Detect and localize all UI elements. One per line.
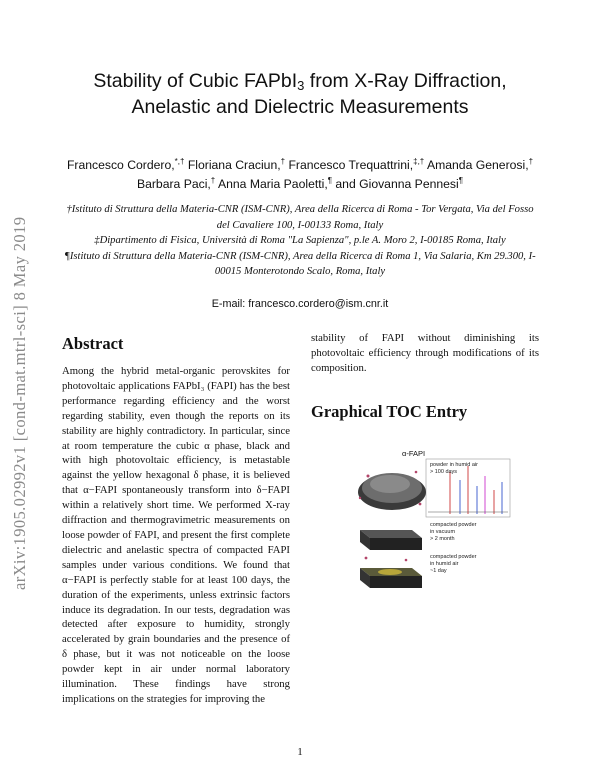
pellet-front-face (370, 538, 422, 550)
toc-heading: Graphical TOC Entry (311, 402, 468, 421)
author (335, 177, 463, 191)
contact-email: E-mail: francesco.cordero@ism.cnr.it (211, 298, 389, 310)
toc-figure (350, 446, 514, 600)
author-name: Francesco Cordero, (66, 158, 175, 172)
figure-label: > 100 days (430, 469, 458, 475)
page-number: 1 (297, 746, 303, 758)
author-name: and Giovanna Pennesi (335, 177, 459, 191)
author-list (62, 156, 538, 194)
affiliation: ‡Dipartimento di Fisica, Università di Roma "La Sapienza", p.le A. Moro 2, I-00185 Roma, Italy (94, 235, 506, 247)
figure-label: in humid air (430, 561, 459, 567)
pellet-front-face (370, 576, 422, 588)
powder-particle (359, 497, 361, 499)
author-name: Francesco Trequattrini, (288, 158, 414, 172)
pellet-top-face (360, 530, 422, 538)
author-marks: ‡,† (413, 157, 425, 166)
figure-label-main: α-FAPI (402, 449, 426, 458)
paper-title (90, 68, 510, 120)
author (67, 158, 185, 172)
author (137, 177, 215, 191)
degraded-yellow-region (378, 569, 402, 575)
figure-label: powder in humid air (430, 462, 478, 468)
author-marks: † (528, 157, 534, 166)
author-marks: ¶ (327, 176, 333, 185)
author (288, 158, 424, 172)
author (427, 158, 533, 172)
abstract-heading: Abstract (62, 334, 124, 353)
author-marks: *,† (174, 157, 185, 166)
figure-label: compacted powder (430, 522, 477, 528)
powder-particle (405, 559, 408, 562)
author-marks: † (280, 157, 286, 166)
figure-label: compacted powder (430, 554, 477, 560)
author (218, 177, 332, 191)
figure-label: in vacuum (430, 529, 456, 535)
author-marks: † (210, 176, 216, 185)
title-suffix: from X-Ray Diffraction, Anelastic and Dielectric Measurements (131, 70, 507, 118)
title-prefix: Stability of Cubic FAPbI (93, 70, 298, 92)
title-subscript: 3 (297, 78, 305, 93)
author-name: Floriana Craciun, (187, 158, 281, 172)
powder-particle (419, 503, 422, 506)
author (188, 158, 285, 172)
author-name: Barbara Paci, (136, 177, 211, 191)
affiliation-list (62, 202, 538, 280)
affiliation: †Istituto di Struttura della Materia-CNR (ISM-CNR), Area della Ricerca di Roma - Tor Vergata, Via del Fosso del Cavaliere 100, I-00133 Roma, Italy (66, 204, 534, 231)
powder-particle (367, 475, 370, 478)
abstract-body: Among the hybrid metal-organic perovskites for photovoltaic applications FAPbI₃ (FAPI) has the best performance regarding efficiency and the worst regarding stability, even though the reports on its stability are highly contradictory. In particular, since at room temperature the cubic α phase, black and with high photovoltaic efficiency, is metastable against the yellow hexagonal δ phase, it is believed that α−FAPI spontaneously transform into δ−FAPI within a relatively short time. We performed X-ray diffraction and thermogravimetric measurements on loose powder of FAPI, and present the first complete dielectric and anelastic spectra of compacted FAPI samples under various conditions. We found that α−FAPI is perfectly stable for at least 100 days, the duration of the experiments, unless extrinsic factors induce its degradation. In our tests, degradation was detected after exposure to humidity, strongly accelerated by grain boundaries and the presence of δ phase, but it was not noticeable on the loose powder kept in air under normal laboratory illumination. These findings have strong implications on the strategies for improving the (62, 365, 290, 705)
abstract-continuation: stability of FAPI without diminishing its photovoltaic efficiency through modifications of its composition. (311, 332, 539, 374)
figure-label: ~1 day (430, 568, 447, 574)
compacted-pellet-vacuum-image (360, 530, 422, 550)
affiliation: ¶Istituto di Struttura della Materia-CNR (ISM-CNR), Area della Ricerca di Roma 1, Via Salaria, Km 29.300, I-00015 Monterotondo Scalo, Roma, Italy (64, 250, 536, 278)
author-marks: ¶ (458, 176, 464, 185)
powder-pile-highlight (370, 475, 410, 493)
powder-particle (365, 557, 368, 560)
author-name: Anna Maria Paoletti, (217, 177, 328, 191)
arxiv-identifier: arXiv:1905.02992v1 [cond-mat.mtrl-sci] 8 May 2019 (10, 216, 29, 590)
figure-label: > 2 month (430, 536, 455, 542)
author-name: Amanda Generosi, (426, 158, 529, 172)
powder-particle (415, 471, 418, 474)
